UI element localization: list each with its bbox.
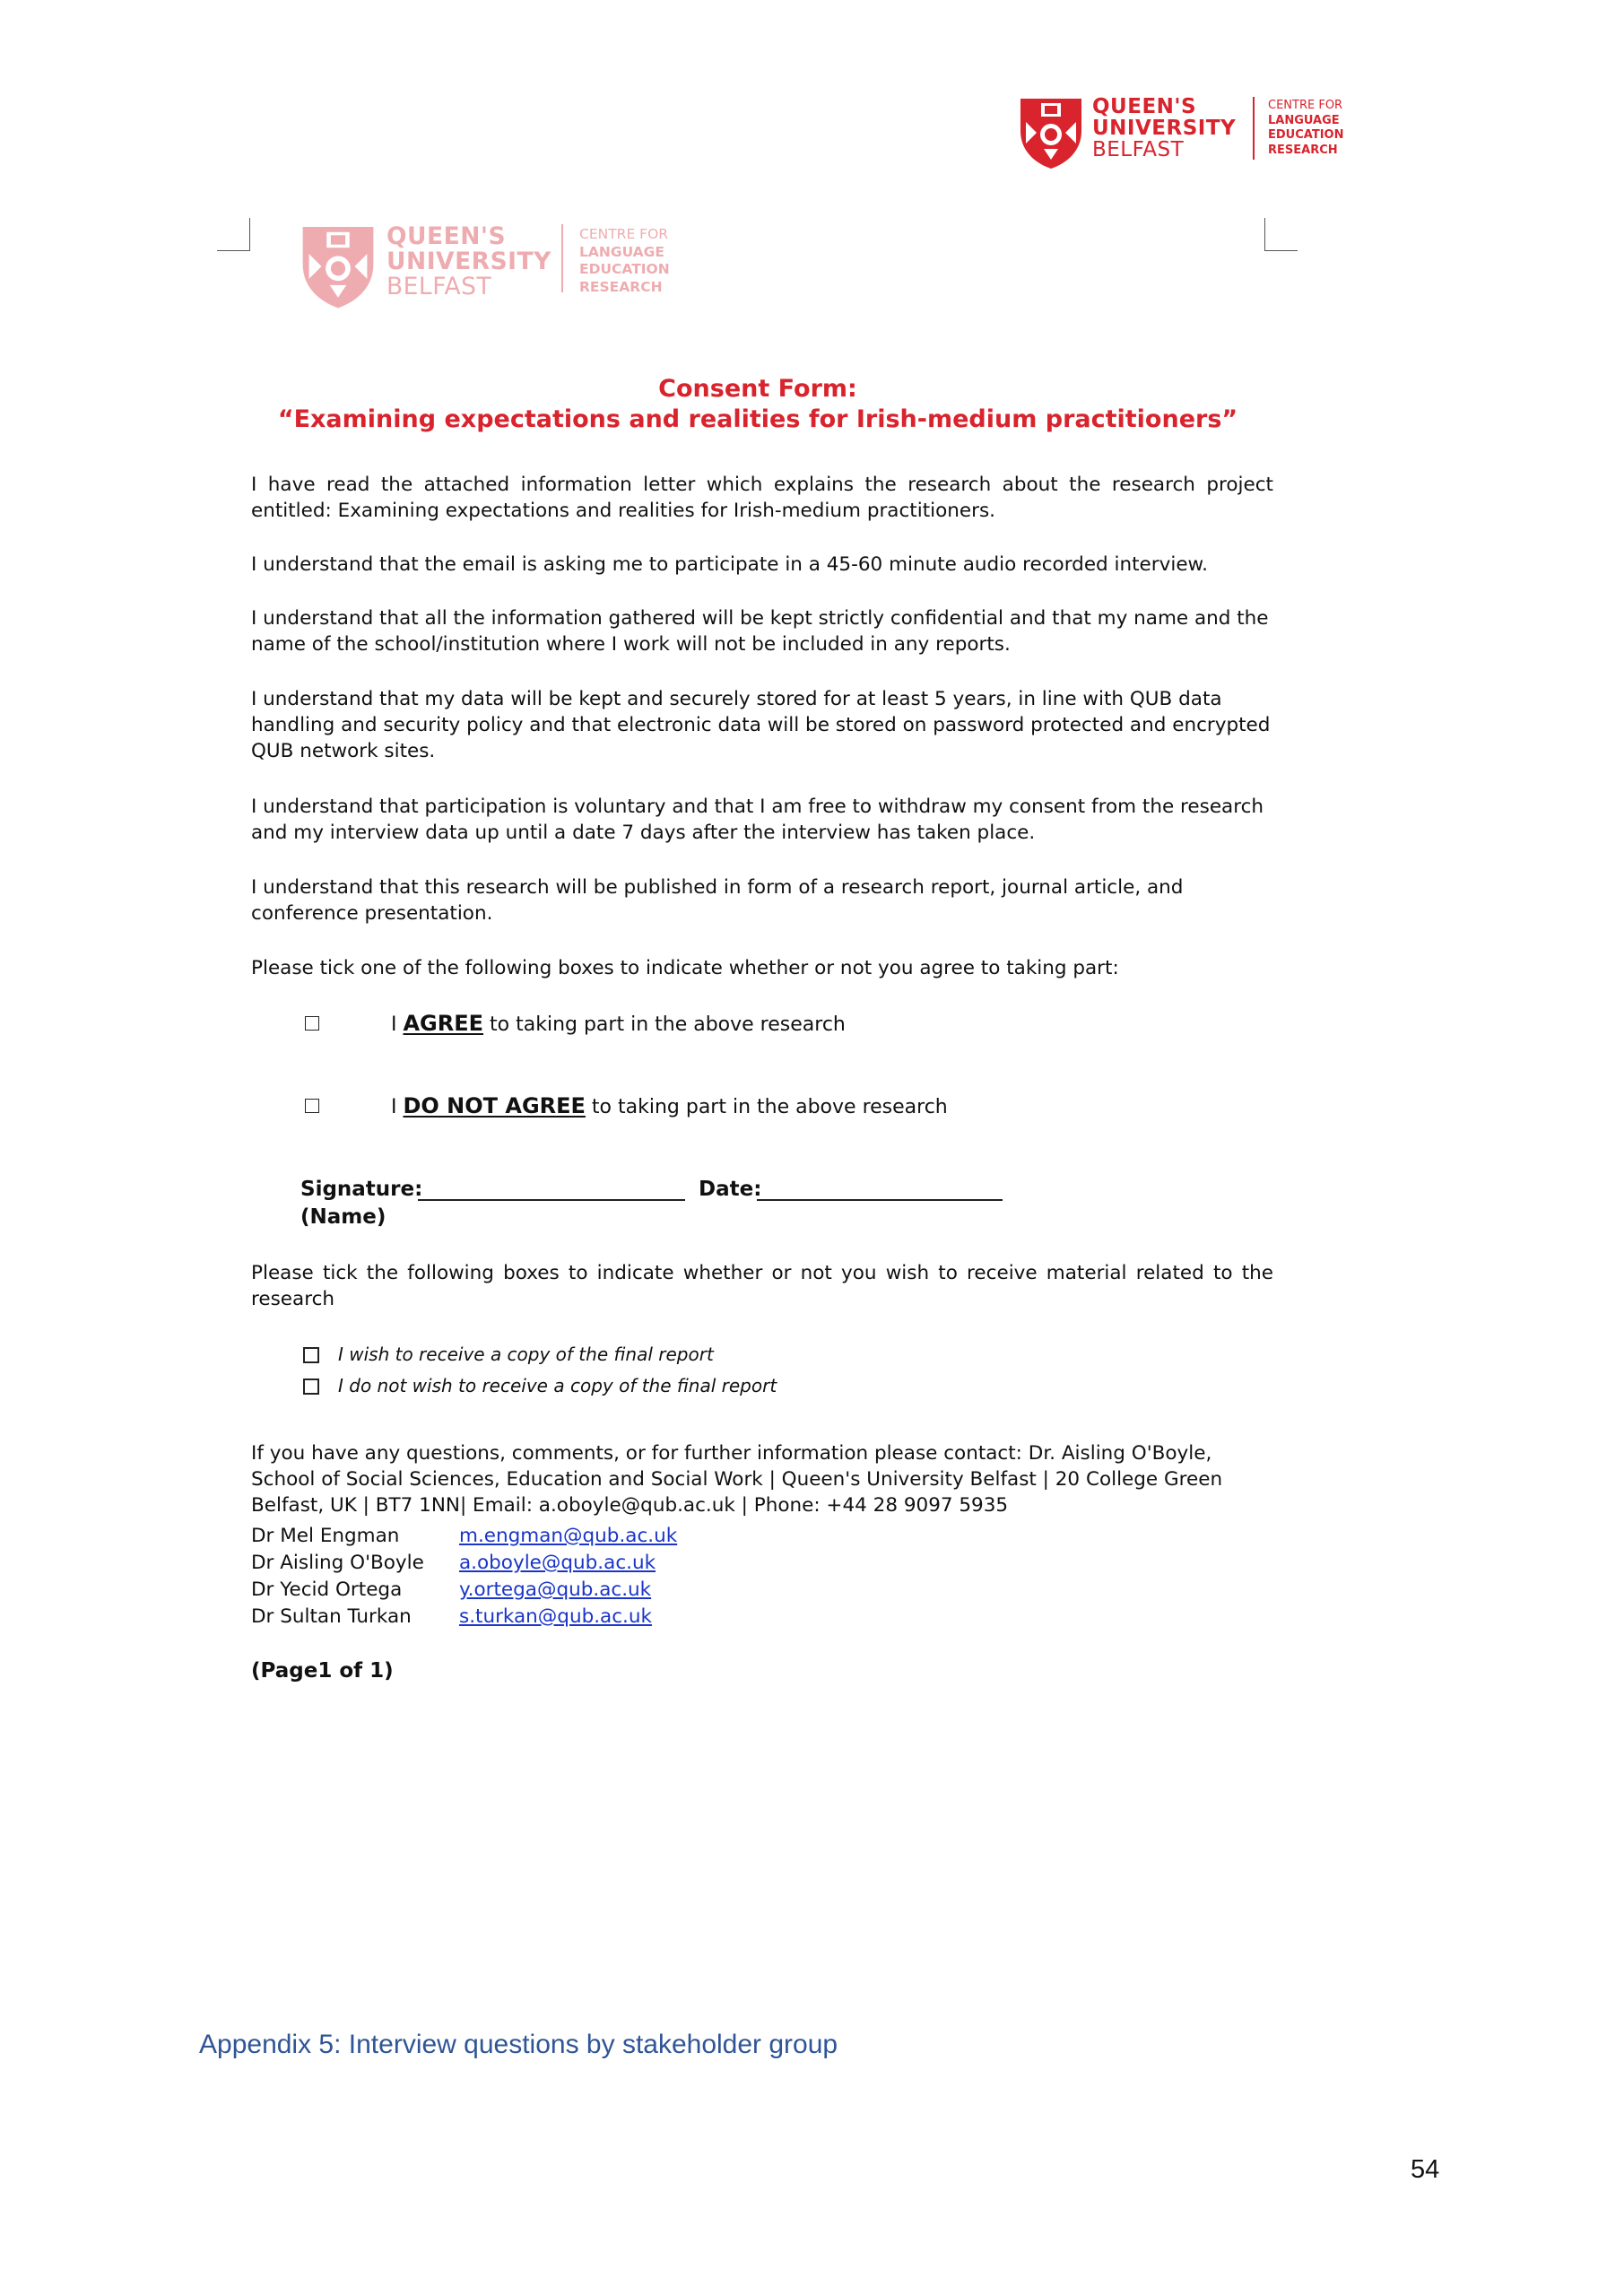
contact-name: Dr Aisling O'Boyle xyxy=(251,1552,424,1574)
disagree-option: I DO NOT AGREE to taking part in the above research xyxy=(391,1093,948,1118)
paragraph-interview: I understand that the email is asking me to participate in a 45-60 minute audio recorded interview. xyxy=(251,553,1208,576)
contact-email-link[interactable]: s.turkan@qub.ac.uk xyxy=(459,1605,652,1628)
logo-divider xyxy=(1253,97,1255,160)
paragraph-voluntary: I understand that participation is voluntary and that I am free to withdraw my consent from the research and my interview data up until a date 7 days after the interview has taken place. xyxy=(251,796,1264,844)
material-prompt: Please tick the following boxes to indicate whether or not you wish to receive material related to the research xyxy=(251,1262,1273,1310)
name-label: (Name) xyxy=(300,1205,386,1229)
paragraph-data-storage: I understand that my data will be kept and securely stored for at least 5 years, in line with QUB data handling and security policy and that electronic data will be stored on password protected and encrypted QUB network sites. xyxy=(251,688,1271,762)
agree-checkbox[interactable] xyxy=(305,1016,319,1031)
crop-mark-left xyxy=(217,218,250,251)
receive-report-option: I wish to receive a copy of the final report xyxy=(338,1344,714,1365)
no-report-option: I do not wish to receive a copy of the final report xyxy=(338,1375,777,1396)
qub-wordmark: QUEEN'S UNIVERSITY BELFAST xyxy=(1092,95,1237,161)
centre-wordmark: CENTRE FOR LANGUAGE EDUCATION RESEARCH xyxy=(1268,99,1344,157)
contact-name: Dr Yecid Ortega xyxy=(251,1578,403,1601)
paragraph-info-letter: I have read the attached information letter which explains the research about the research project entitled: Examining expectations and realities for Irish-medium practitioners. xyxy=(251,474,1273,522)
agree-option: I AGREE to taking part in the above research xyxy=(391,1011,846,1036)
no-report-checkbox[interactable] xyxy=(303,1378,319,1395)
contact-name: Dr Mel Engman xyxy=(251,1525,400,1547)
date-label: Date: xyxy=(699,1178,762,1201)
paragraph-tick-instruction: Please tick one of the following boxes to indicate whether or not you agree to taking part: xyxy=(251,957,1119,979)
qub-wordmark: QUEEN'S UNIVERSITY BELFAST xyxy=(386,222,551,300)
logo-divider xyxy=(561,224,563,292)
header-logo xyxy=(1017,95,1358,172)
disagree-checkbox[interactable] xyxy=(305,1099,319,1113)
contact-name: Dr Sultan Turkan xyxy=(251,1605,412,1628)
receive-report-checkbox[interactable] xyxy=(303,1347,319,1363)
page-number: 54 xyxy=(1411,2155,1440,2184)
crop-mark-right xyxy=(1264,218,1298,251)
form-title: Consent Form: xyxy=(658,375,857,403)
page-of-label: (Page1 of 1) xyxy=(251,1659,394,1683)
appendix-heading: Appendix 5: Interview questions by stakeholder group xyxy=(199,2030,838,2059)
qub-crest-icon xyxy=(1017,95,1085,170)
form-logo xyxy=(299,222,693,312)
contact-email-link[interactable]: a.oboyle@qub.ac.uk xyxy=(459,1552,656,1574)
signature-label: Signature: xyxy=(300,1178,423,1201)
contact-text: If you have any questions, comments, or for further information please contact: Dr. Aisling O'Boyle, School of Social Sciences, Education and Social Work | Queen's University Belfast | 20 College Green Belfast, UK | BT7 1NN| Email: a.oboyle@qub.ac.uk | Phone: +44 28 9097 5935 xyxy=(251,1442,1223,1517)
centre-wordmark: CENTRE FOR LANGUAGE EDUCATION RESEARCH xyxy=(579,226,670,295)
paragraph-publication: I understand that this research will be published in form of a research report, journal article, and conference presentation. xyxy=(251,876,1184,925)
signature-line[interactable] xyxy=(418,1199,685,1201)
contact-email-link[interactable]: m.engman@qub.ac.uk xyxy=(459,1525,678,1547)
form-subtitle: “Examining expectations and realities for Irish-medium practitioners” xyxy=(277,405,1238,433)
paragraph-confidential: I understand that all the information gathered will be kept strictly confidential and that my name and the name of the school/institution where I work will not be included in any reports. xyxy=(251,607,1269,656)
contact-email-link[interactable]: y.ortega@qub.ac.uk xyxy=(459,1578,652,1601)
qub-crest-icon xyxy=(299,222,378,310)
date-line[interactable] xyxy=(757,1199,1003,1201)
